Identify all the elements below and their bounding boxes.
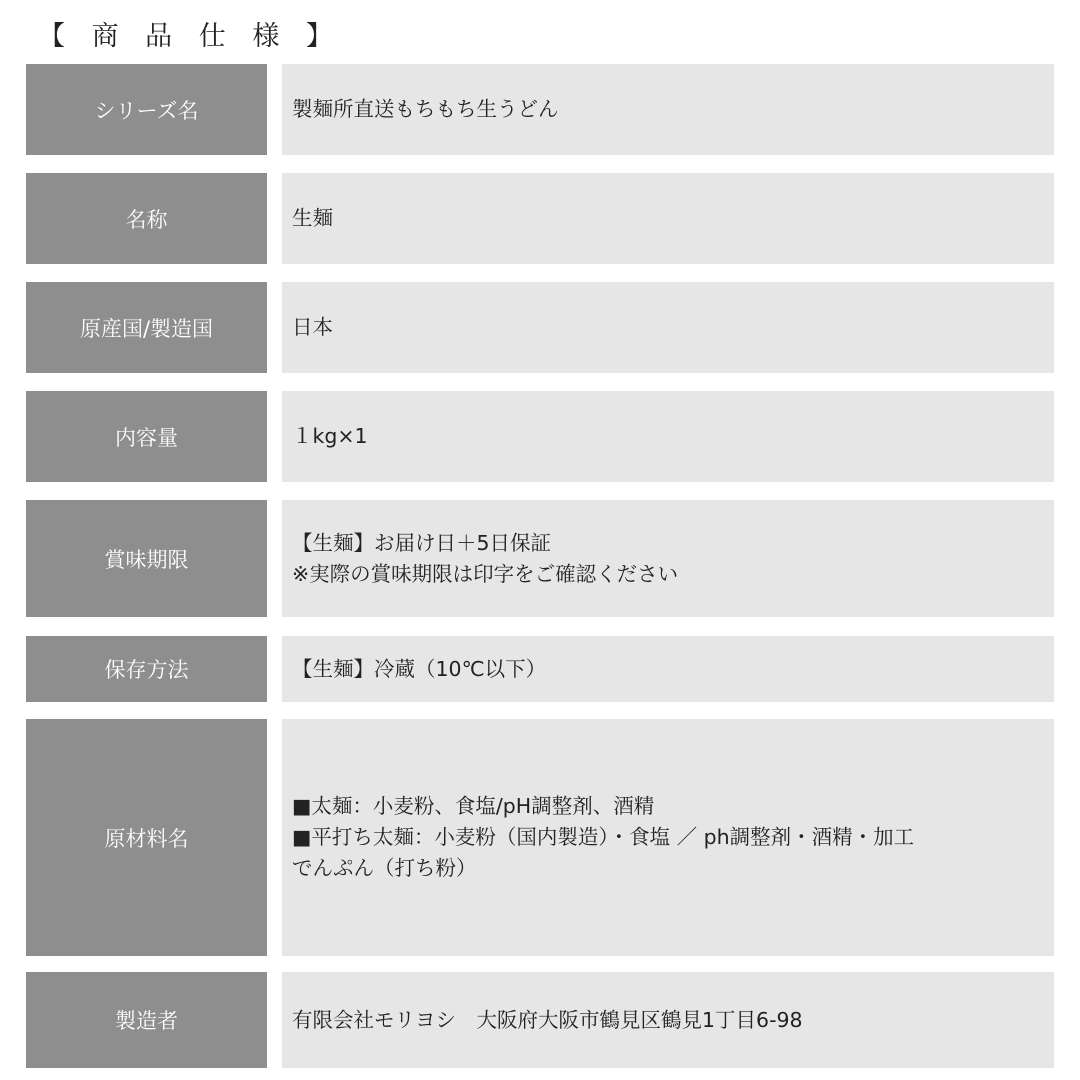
- spec-value-line: 製麺所直送もちもち生うどん: [292, 97, 559, 121]
- spec-label: 保存方法: [26, 636, 267, 702]
- spec-label: 賞味期限: [26, 500, 267, 617]
- spec-value-line: ■平打ち太麺：小麦粉（国内製造）・食塩 ／ ph調整剤・酒精・加工: [292, 825, 915, 849]
- spec-value: [282, 173, 1054, 264]
- spec-row-best-before: [26, 500, 1054, 617]
- section-title: 【 商 品 仕 様 】: [38, 21, 342, 52]
- spec-value-line: ※実際の賞味期限は印字をご確認ください: [292, 561, 679, 586]
- spec-label: 原産国/製造国: [26, 282, 267, 373]
- spec-value-line: 【生麺】冷蔵（10℃以下）: [292, 656, 547, 681]
- spec-value: [282, 636, 1054, 702]
- spec-label: 製造者: [26, 972, 267, 1068]
- spec-value: [282, 719, 1054, 956]
- spec-label: 内容量: [26, 391, 267, 482]
- spec-row-origin: [26, 282, 1054, 373]
- spec-value-line: 【生麺】お届け日＋5日保証: [292, 530, 552, 555]
- spec-row-contents: [26, 391, 1054, 482]
- spec-value: [282, 282, 1054, 373]
- spec-value: [282, 972, 1054, 1068]
- spec-row-name: [26, 173, 1054, 264]
- spec-value-line: 生麺: [292, 206, 333, 230]
- spec-value: [282, 391, 1054, 482]
- spec-row-ingredients: [26, 719, 1054, 956]
- spec-value-line: 有限会社モリヨシ 大阪府大阪市鶴見区鶴見1丁目6-98: [292, 1007, 803, 1032]
- spec-value: [282, 64, 1054, 155]
- spec-value-line: 日本: [292, 315, 333, 339]
- spec-label: 原材料名: [26, 719, 267, 956]
- spec-label: 名称: [26, 173, 267, 264]
- spec-value: [282, 500, 1054, 617]
- spec-label: シリーズ名: [26, 64, 267, 155]
- spec-value-line: ■太麺：小麦粉、食塩/pH調整剤、酒精: [292, 794, 655, 818]
- spec-value-line: でんぷん（打ち粉）: [292, 856, 477, 880]
- spec-row-storage: [26, 636, 1054, 702]
- spec-row-series: [26, 64, 1054, 155]
- spec-row-manufacturer: [26, 972, 1054, 1068]
- spec-value-line: １kg×1: [292, 424, 368, 448]
